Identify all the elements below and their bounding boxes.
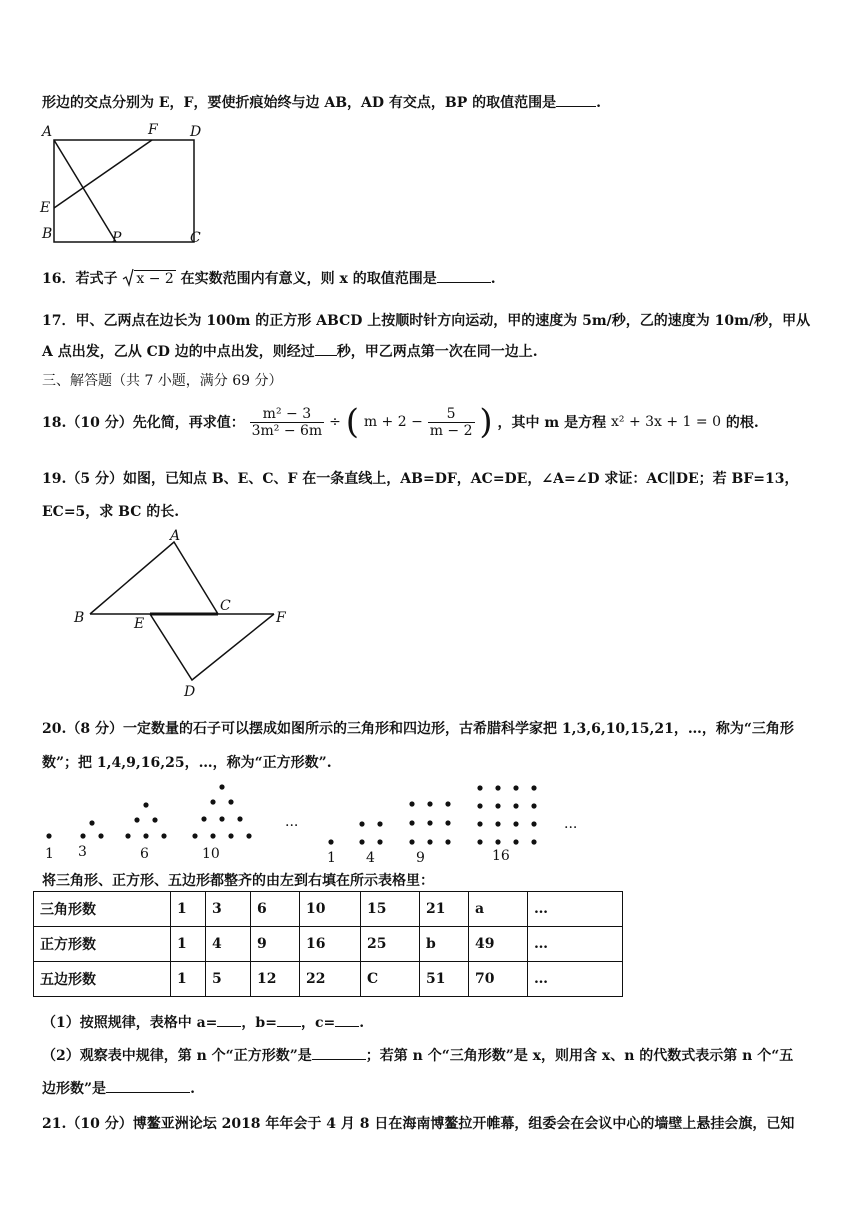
q20-2-line2-prefix: 边形数”是 bbox=[42, 1081, 107, 1097]
table-cell: 5 bbox=[206, 962, 251, 997]
section-3-heading: 三、解答题（共 7 小题，满分 69 分） bbox=[42, 373, 283, 389]
table-cell: 15 bbox=[361, 892, 420, 927]
label-p: P bbox=[112, 230, 122, 246]
q16-line bbox=[42, 268, 496, 288]
q18-equation: x² + 3x + 1 = 0 bbox=[610, 414, 722, 430]
radicand: x − 2 bbox=[136, 271, 174, 287]
q18-prefix: 18.（10 分）先化简，再求值： bbox=[42, 415, 245, 431]
tri-label-1: 1 bbox=[45, 846, 54, 862]
radical-sign-icon bbox=[122, 268, 134, 288]
table-cell: 49 bbox=[469, 927, 528, 962]
table-row bbox=[34, 927, 623, 962]
triangle-def bbox=[150, 614, 274, 680]
q20-2-line2-end: . bbox=[190, 1081, 195, 1097]
answer-blank-a[interactable] bbox=[217, 1014, 241, 1027]
table-row bbox=[34, 962, 623, 997]
q20-1-end: . bbox=[359, 1015, 365, 1031]
table-cell: b bbox=[420, 927, 469, 962]
sq-label-3: 9 bbox=[416, 850, 425, 866]
q20-line2: 数”；把 1,4,9,16,25，…，称为“正方形数”. bbox=[42, 755, 332, 771]
table-cell: 9 bbox=[251, 927, 300, 962]
table-cell: 21 bbox=[420, 892, 469, 927]
tri-label-4: 10 bbox=[202, 846, 220, 862]
q15-line bbox=[42, 92, 601, 112]
fraction-2-numerator: 5 bbox=[428, 406, 475, 423]
sq-label-4: 16 bbox=[492, 848, 510, 864]
label-b: B bbox=[74, 610, 85, 626]
q20-part2-line2 bbox=[42, 1078, 195, 1098]
q15-answer-blank[interactable] bbox=[556, 94, 596, 107]
tri-label-2: 3 bbox=[78, 844, 87, 860]
answer-blank-b[interactable] bbox=[277, 1014, 301, 1027]
q20-1-b: ，b= bbox=[241, 1015, 277, 1031]
sq-label-1: 1 bbox=[327, 850, 336, 866]
left-paren: ( bbox=[345, 402, 359, 442]
triangular-dots bbox=[46, 784, 251, 838]
fraction-1-denominator: 3m² − 6m bbox=[251, 422, 323, 439]
table-cell: 三角形数 bbox=[34, 892, 171, 927]
q19-line2: EC=5，求 BC 的长. bbox=[42, 504, 180, 520]
q16-prefix: 16．若式子 bbox=[42, 271, 118, 287]
label-a: A bbox=[42, 124, 53, 140]
label-c: C bbox=[190, 230, 201, 246]
q20-2-prefix: （2）观察表中规律，第 n 个“正方形数”是 bbox=[42, 1048, 312, 1064]
tri-label-3: 6 bbox=[140, 846, 149, 862]
tri-ellipsis: ... bbox=[285, 814, 299, 830]
q17-line2 bbox=[42, 341, 538, 361]
rectangle-figure bbox=[36, 120, 216, 248]
label-f: F bbox=[276, 610, 286, 626]
label-d: D bbox=[184, 684, 196, 700]
label-e: E bbox=[40, 200, 51, 216]
table-cell: C bbox=[361, 962, 420, 997]
q16-suffix: 在实数范围内有意义，则 x 的取值范围是 bbox=[180, 271, 437, 287]
fraction-1 bbox=[250, 406, 325, 439]
triangles-figure bbox=[66, 528, 296, 700]
table-cell: 1 bbox=[171, 892, 206, 927]
table-cell: 4 bbox=[206, 927, 251, 962]
q17-line2-suffix: 秒，甲乙两点第一次在同一边上. bbox=[336, 344, 538, 360]
fraction-1-numerator: m² − 3 bbox=[250, 406, 325, 423]
q20-2-suffix: ；若第 n 个“三角形数”是 x，则用含 x、n 的代数式表示第 n 个“五 bbox=[365, 1048, 794, 1064]
table-cell: 正方形数 bbox=[34, 927, 171, 962]
label-b: B bbox=[42, 226, 53, 242]
answer-blank-square[interactable] bbox=[312, 1047, 366, 1060]
figurate-table bbox=[33, 891, 623, 997]
label-f: F bbox=[148, 122, 158, 138]
table-intro: 将三角形、正方形、五边形都整齐的由左到右填在所示表格里： bbox=[42, 873, 434, 889]
label-e: E bbox=[134, 616, 145, 632]
table-row bbox=[34, 892, 623, 927]
q20-part2-line1 bbox=[42, 1045, 793, 1065]
q18-inner: m + 2 − bbox=[363, 414, 423, 430]
q17-answer-blank[interactable] bbox=[315, 343, 337, 356]
fraction-2 bbox=[428, 406, 475, 439]
label-a: A bbox=[170, 528, 181, 544]
q18-mid: ，其中 m 是方程 bbox=[497, 415, 607, 431]
q21-line1: 21.（10 分）博鳌亚洲论坛 2018 年年会于 4 月 8 日在海南博鳌拉开帷幕，组委会在会议中心的墙壁上悬挂会旗，已知 bbox=[42, 1116, 795, 1132]
q20-part1 bbox=[42, 1012, 364, 1032]
table-cell: 12 bbox=[251, 962, 300, 997]
rectangle-abcd bbox=[54, 140, 194, 242]
q16-answer-blank[interactable] bbox=[437, 270, 491, 283]
q16-end: . bbox=[490, 271, 496, 287]
segment-ef bbox=[54, 140, 152, 208]
q19-line1: 19.（5 分）如图，已知点 B、E、C、F 在一条直线上，AB=DF，AC=DE，∠A=∠D 求证：AC∥DE；若 BF=13， bbox=[42, 471, 799, 487]
table-cell: 16 bbox=[300, 927, 361, 962]
sq-ellipsis: ... bbox=[564, 816, 578, 832]
table-cell: 1 bbox=[171, 927, 206, 962]
q20-line1: 20.（8 分）一定数量的石子可以摆成如图所示的三角形和四边形，古希腊科学家把 1,3,6,10,15,21，…，称为“三角形 bbox=[42, 721, 794, 737]
segment-ap bbox=[54, 140, 116, 242]
q17-line1: 17．甲、乙两点在边长为 100m 的正方形 ABCD 上按顺时针方向运动，甲的速度为 5m/秒，乙的速度为 10m/秒，甲从 bbox=[42, 313, 811, 329]
table-cell: 1 bbox=[171, 962, 206, 997]
q18-suffix: 的根. bbox=[725, 415, 759, 431]
answer-blank-c[interactable] bbox=[335, 1014, 359, 1027]
table-cell: 10 bbox=[300, 892, 361, 927]
table-cell: 3 bbox=[206, 892, 251, 927]
sq-label-2: 4 bbox=[366, 850, 375, 866]
table-cell: 51 bbox=[420, 962, 469, 997]
table-cell: 70 bbox=[469, 962, 528, 997]
table-cell: … bbox=[528, 892, 623, 927]
q20-1-a: （1）按照规律，表格中 a= bbox=[42, 1015, 218, 1031]
table-cell: 22 bbox=[300, 962, 361, 997]
q18-line bbox=[42, 402, 759, 442]
square-dots bbox=[328, 785, 536, 844]
table-cell: … bbox=[528, 927, 623, 962]
table-cell: 6 bbox=[251, 892, 300, 927]
label-d: D bbox=[190, 124, 202, 140]
sqrt-expression bbox=[122, 271, 175, 287]
table-cell: 25 bbox=[361, 927, 420, 962]
q20-1-c: ，c= bbox=[300, 1015, 336, 1031]
q17-line2-prefix: A 点出发，乙从 CD 边的中点出发，则经过 bbox=[42, 344, 315, 360]
table-cell: a bbox=[469, 892, 528, 927]
answer-blank-pentagon[interactable] bbox=[106, 1080, 190, 1093]
fraction-2-denominator: m − 2 bbox=[429, 422, 473, 439]
table-cell: 五边形数 bbox=[34, 962, 171, 997]
table-cell: … bbox=[528, 962, 623, 997]
figurate-numbers-figure bbox=[36, 780, 596, 866]
label-c: C bbox=[220, 598, 231, 614]
divide-sign: ÷ bbox=[329, 414, 341, 430]
triangle-abc bbox=[90, 542, 218, 614]
q15-end: . bbox=[596, 95, 602, 111]
q15-text: 形边的交点分别为 E，F，要使折痕始终与边 AB，AD 有交点，BP 的取值范围是 bbox=[42, 95, 557, 111]
right-paren: ) bbox=[479, 402, 493, 442]
